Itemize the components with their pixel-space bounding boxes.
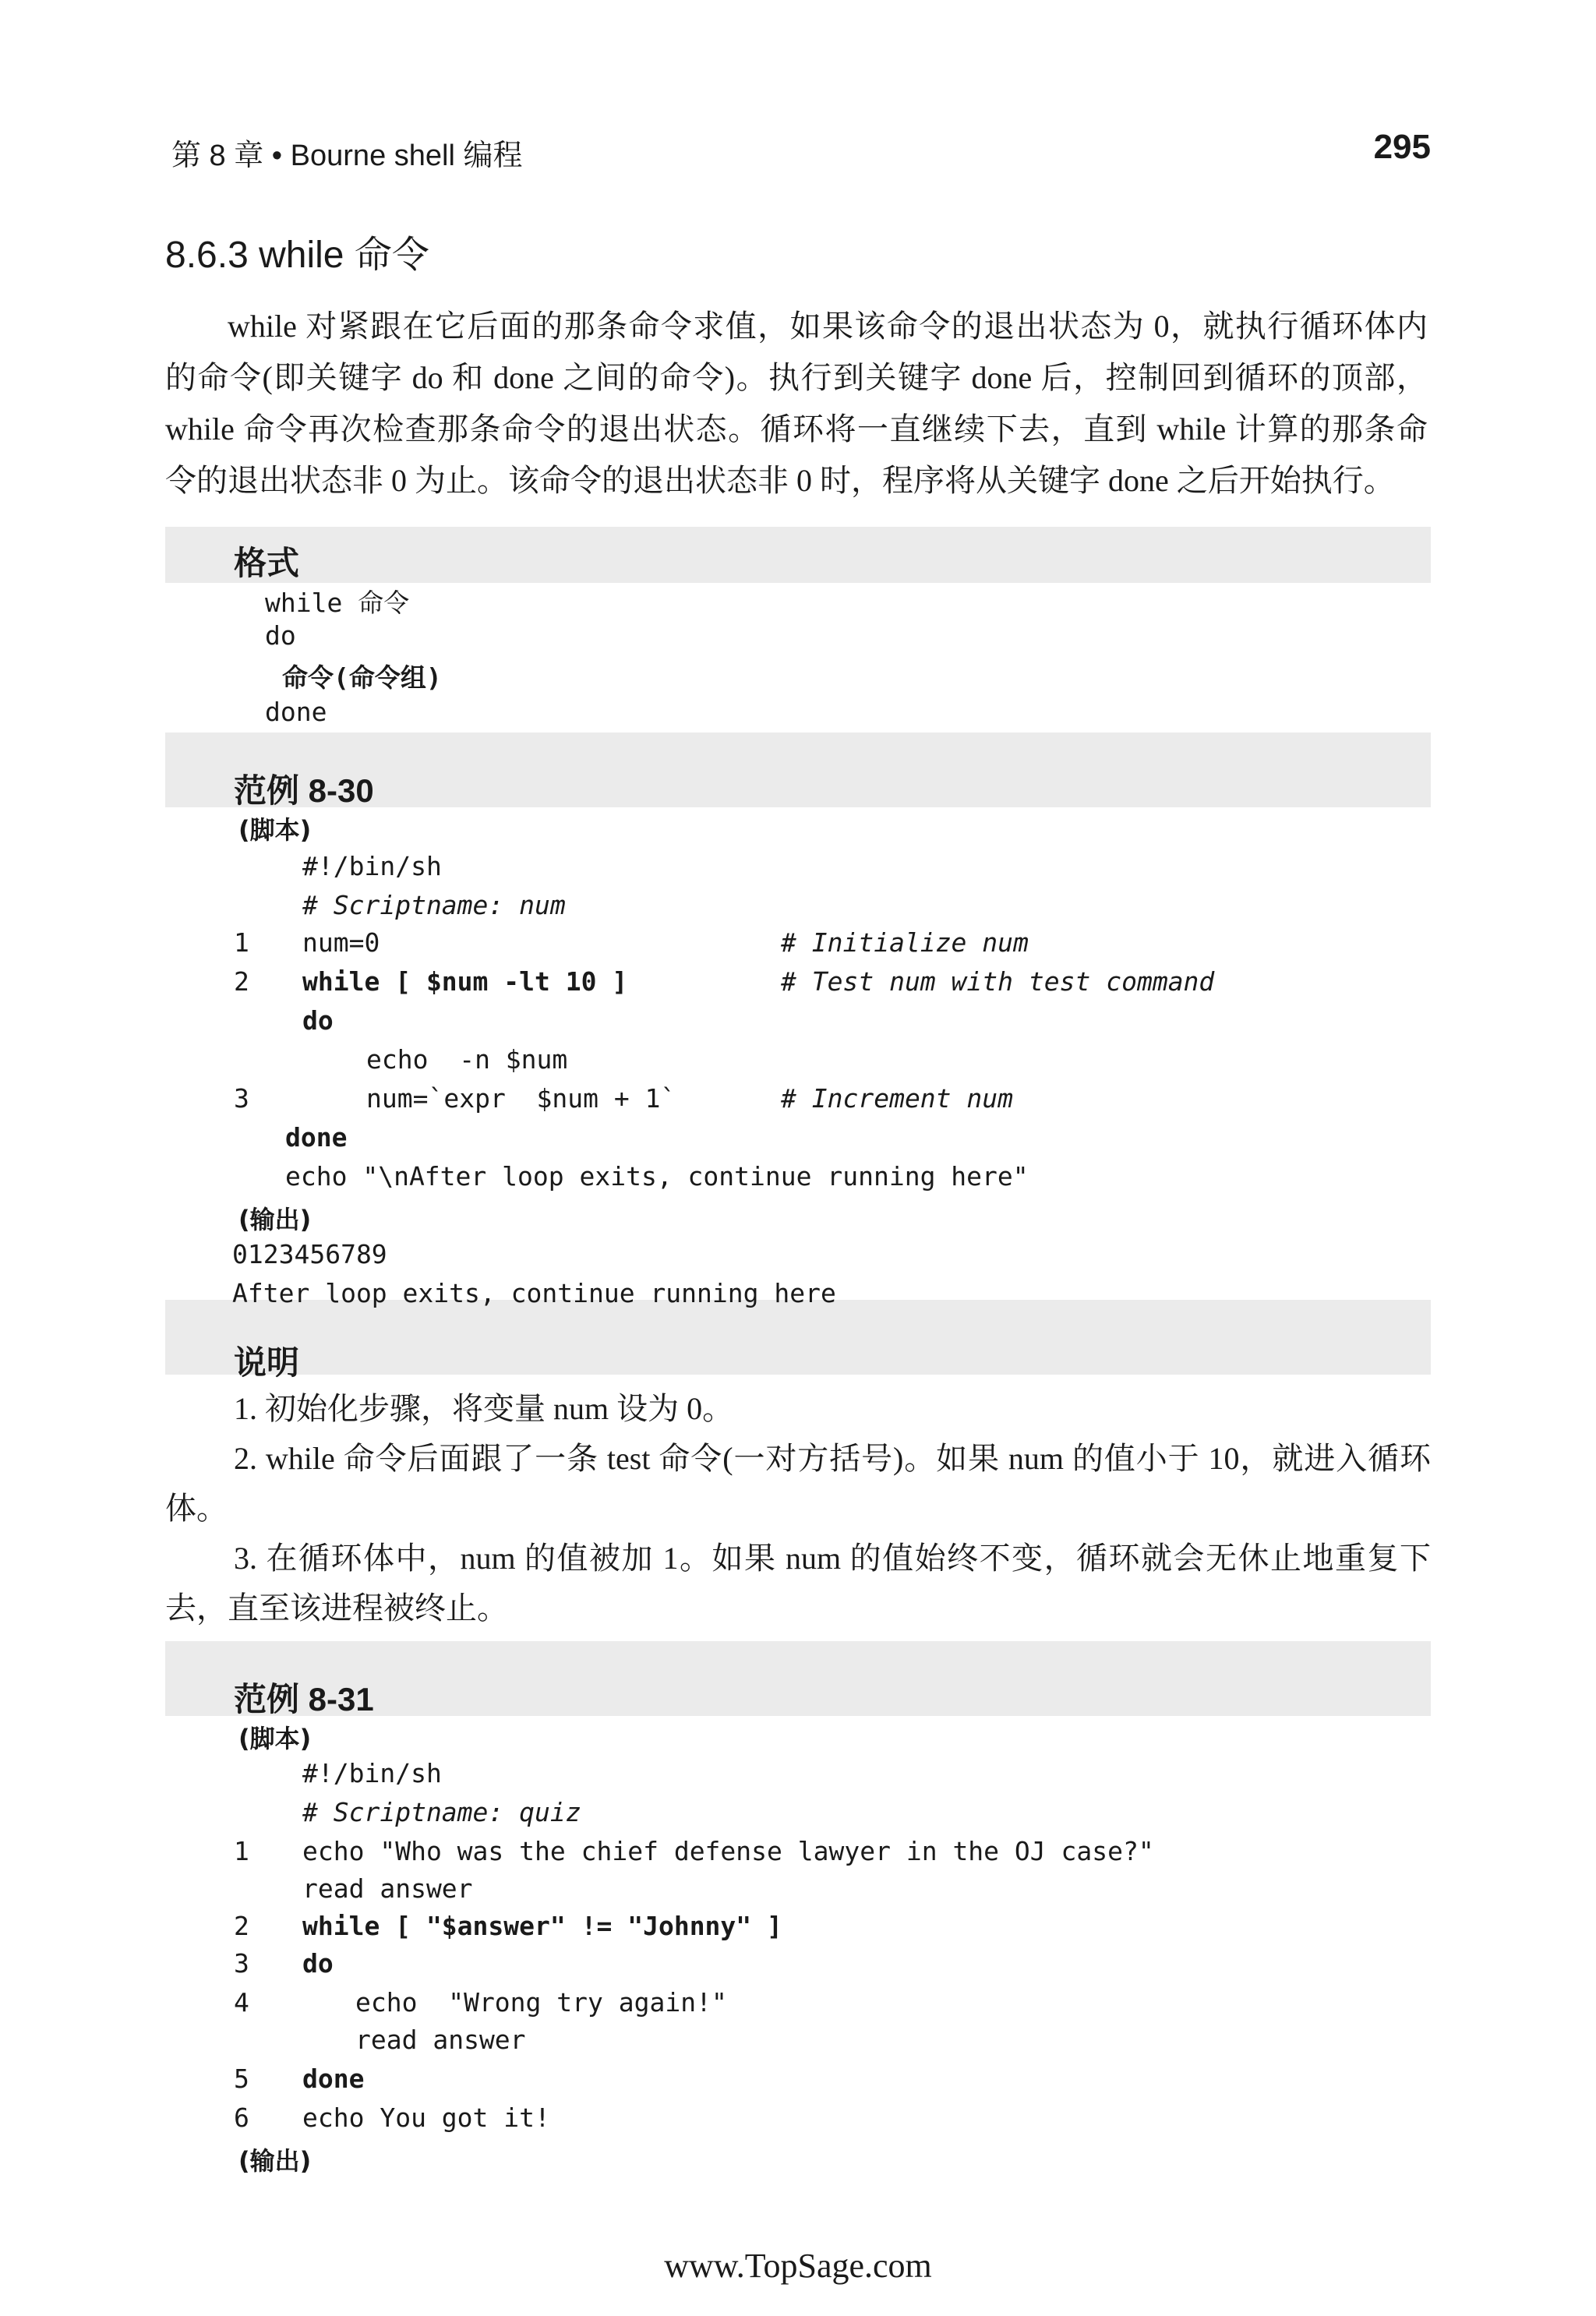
output-line: 0123456789 [232,1239,387,1269]
code-line: while [ $num -lt 10 ] [302,966,628,997]
code-shebang: #!/bin/sh [302,1758,442,1788]
intro-line: 的命令(即关键字 do 和 done 之间的命令)。执行到关键字 done 后，控制回到循环的顶部， [165,360,1428,395]
code-comment: # Scriptname: num [302,890,566,920]
line-number: 3 [234,1083,249,1114]
code-line: echo -n $num [366,1044,568,1075]
footer-url: www.TopSage.com [664,2247,932,2285]
code-line: num=`expr $num + 1` [366,1083,676,1114]
output-tag: (输出) [238,2146,312,2176]
line-number: 5 [234,2064,249,2094]
code-shebang: #!/bin/sh [302,851,442,881]
code-line: echo "Who was the chief defense lawyer in the OJ case?" [302,1836,1154,1866]
intro-paragraph [165,301,1428,507]
code-line: echo "\nAfter loop exits, continue running here" [285,1161,1029,1192]
code-comment: # Test num with test command [781,966,1215,997]
line-number: 1 [234,1836,249,1866]
line-number: 2 [234,966,249,997]
format-label: 格式 [234,545,300,581]
page-number: 295 [1373,128,1431,166]
line-number: 1 [234,927,249,958]
code-comment: # Increment num [781,1083,1014,1114]
code-line: echo You got it! [302,2102,550,2133]
running-header: 第 8 章 • Bourne shell 编程 [171,139,523,172]
section-title: 8.6.3 while 命令 [165,235,429,276]
intro-line: 令的退出状态非 0 为止。该命令的退出状态非 0 时，程序将从关键字 done 之后开始执行。 [165,463,1395,498]
explanation-item: 3. 在循环体中，num 的值被加 1。如果 num 的值始终不变，循环就会无休止地重复下去，直至该进程被终止。 [165,1541,1431,1626]
code-line: done [302,2064,365,2094]
output-line: After loop exits, continue running here [232,1278,836,1308]
explanation-label: 说明 [234,1344,300,1381]
code-line: while [ "$answer" != "Johnny" ] [302,1911,782,1941]
format-band [165,527,1431,583]
explanation-band [165,1300,1431,1375]
explanation-list [165,1384,1431,1633]
line-number: 4 [234,1987,249,2018]
code-line: do [302,1005,334,1036]
code-line: echo "Wrong try again!" [355,1987,727,2018]
line-number: 2 [234,1911,249,1941]
line-number: 3 [234,1948,249,1979]
code-line: read answer [302,1873,473,1904]
code-line: done [285,1122,348,1153]
code-line: do [302,1948,334,1979]
example-label: 范例 8-31 [234,1681,374,1718]
code-line: num=0 [302,927,380,958]
intro-line: while 命令再次检查那条命令的退出状态。循环将一直继续下去，直到 while 计算的那条命 [165,411,1428,447]
line-number: 6 [234,2102,249,2133]
intro-line: while 对紧跟在它后面的那条命令求值，如果该命令的退出状态为 0，就执行循环体内 [228,309,1428,344]
script-tag: (脚本) [238,815,312,845]
format-line: done [265,697,327,727]
code-comment: # Initialize num [781,927,1029,958]
output-tag: (输出) [238,1205,312,1234]
example-label: 范例 8-30 [234,772,374,809]
script-tag: (脚本) [238,1724,312,1753]
format-line: 命令(命令组) [282,662,442,693]
explanation-item: 2. while 命令后面跟了一条 test 命令(一对方括号)。如果 num 的值小于 10，就进入循环体。 [165,1441,1431,1526]
format-line: do [265,620,296,651]
code-comment: # Scriptname: quiz [302,1797,581,1827]
code-line: read answer [355,2025,526,2055]
explanation-item: 1. 初始化步骤，将变量 num 设为 0。 [234,1391,734,1426]
format-line: while 命令 [265,588,410,618]
